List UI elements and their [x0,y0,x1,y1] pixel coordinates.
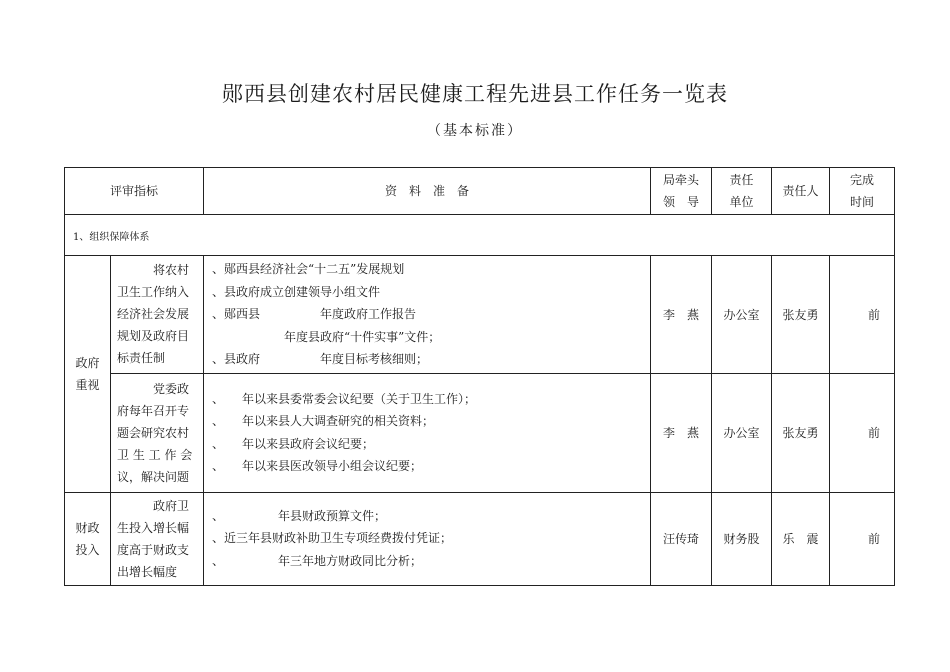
table-row [65,373,895,492]
table-row [65,492,895,585]
category-cell-government [65,256,111,493]
header-unit [712,168,772,215]
lead-cell: 李 燕 [651,256,712,374]
criteria-line: 府每年召开专 [117,403,190,418]
table-row [65,256,895,374]
person-cell: 张友勇 [772,373,830,492]
material-item: 、县政府 年度目标考核细则； [212,352,429,366]
material-item: 年度县政府“十件实事”文件； [212,329,441,344]
page-title: 郧西县创建农村居民健康工程先进县工作任务一览表 [222,82,728,106]
criteria-line: 出增长幅度 [117,564,178,579]
material-item: 、 年以来县人大调查研究的相关资料； [212,414,435,428]
time-cell: 前 [830,256,895,374]
category-line: 财政 [75,520,100,535]
header-time-line2: 时间 [850,195,875,209]
criteria-line: 党委政 [153,381,190,396]
section-label: 1、组织保障体系 [65,215,895,256]
material-item: 、 年县财政预算文件； [212,508,387,523]
criteria-line: 生投入增长幅 [117,520,190,535]
criteria-line: 将农村 [153,263,190,278]
material-item: 、 年以来县医改领导小组会议纪要； [212,459,423,473]
header-materials: 资 料 准 备 [204,168,651,215]
material-item: 、郧西县 年度政府工作报告 [212,307,417,321]
criteria-line: 标责任制 [117,351,166,366]
criteria-line: 经济社会发展 [117,307,190,322]
criteria-line: 议，解决问题 [117,469,190,484]
criteria-line: 度高于财政支 [117,542,190,557]
unit-cell: 办公室 [712,373,772,492]
criteria-cell [111,492,204,585]
unit-cell: 办公室 [712,256,772,374]
material-item: 、 年以来县委常委会议纪要（关于卫生工作）； [212,391,477,406]
material-item: 、县政府成立创建领导小组文件 [212,284,381,299]
criteria-line: 卫生工作纳入 [117,285,190,300]
criteria-line: 政府卫 [153,498,190,513]
header-time-line1: 完成 [850,173,875,187]
section-row [65,215,895,256]
criteria-line: 题会研究农村 [117,425,190,440]
material-item: 、郧西县经济社会“十二五”发展规划 [212,262,405,276]
header-person: 责任人 [772,168,830,215]
time-cell: 前 [830,373,895,492]
header-unit-line1: 责任 [729,173,754,187]
lead-cell: 汪传琦 [651,492,712,585]
header-lead-line2: 领 导 [663,195,700,209]
header-criteria: 评审指标 [65,168,204,215]
criteria-line: 规划及政府目 [117,329,190,344]
time-cell: 前 [830,492,895,585]
person-cell: 乐 震 [772,492,830,585]
category-line: 投入 [75,542,100,557]
criteria-cell [111,373,204,492]
criteria-cell [111,256,204,374]
person-cell: 张友勇 [772,256,830,374]
header-time [830,168,895,215]
lead-cell: 李 燕 [651,373,712,492]
header-unit-line2: 单位 [729,195,754,209]
materials-cell [204,373,651,492]
header-row [65,168,895,215]
page-subtitle: （基本标准） [427,123,523,139]
category-line: 政府 [75,355,100,370]
category-cell-finance [65,492,111,585]
unit-cell: 财务股 [712,492,772,585]
material-item: 、 年三年地方财政同比分析； [212,553,423,568]
materials-cell [204,256,651,374]
materials-cell [204,492,651,585]
header-lead-line1: 局牵头 [663,173,700,187]
category-line: 重视 [75,377,100,392]
material-item: 、 年以来县政府会议纪要； [212,436,375,451]
criteria-line: 卫 生 工 作 会 [117,447,193,462]
header-lead [651,168,712,215]
task-table [64,167,895,586]
material-item: 、近三年县财政补助卫生专项经费拨付凭证； [212,531,453,546]
